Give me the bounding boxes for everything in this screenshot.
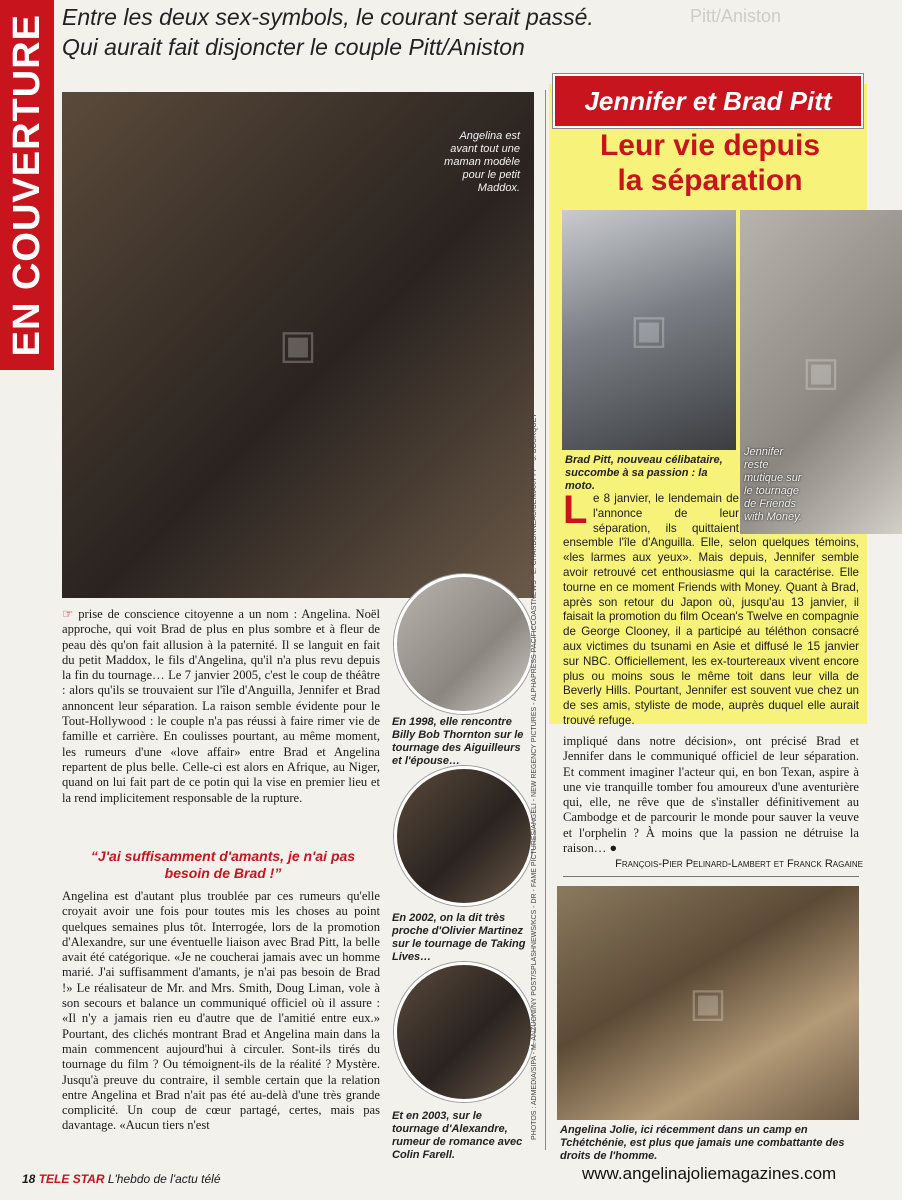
section-rubric [0, 0, 54, 370]
photo-icon: ▣ [630, 307, 668, 353]
circle-caption-2002: En 2002, on la dit très proche d'Olivier Martinez sur le tournage de Taking Lives… [392, 912, 526, 963]
headline [62, 2, 662, 62]
article-signature: François-Pier Pelinard-Lambert et Franck Ragaine [615, 858, 863, 870]
arrow-icon: ☞ [62, 606, 74, 621]
article-column-1 [62, 606, 380, 806]
photo-icon: ▣ [802, 349, 840, 395]
photo-icon: ▣ [279, 322, 317, 368]
main-photo-caption: Angelina est avant tout une maman modèle pour le petit Maddox. [444, 130, 520, 194]
sidebar-title-line-2: la séparation [617, 164, 803, 197]
article-column-1b [62, 889, 380, 1134]
rubric-label: EN COUVERTURE [6, 13, 48, 357]
magazine-tagline: L'hebdo de l'actu télé [107, 1172, 221, 1186]
photo-credits: PHOTOS : ADMEDIA/SIPA - M. ANZUONI/NY POST/SPLASHNEWS/KCS - DR - FAME PICTURES/ANGELI - NEW REGENCY PICTURES - ALPHAPRESS PACIFICCOASTNEWS - E. CHARBONNEAU/BEIMAX/PPP - J. BOURQUET [531, 413, 538, 1140]
sidebar-title [560, 128, 860, 198]
page-number: 18 [22, 1172, 36, 1186]
sidebar-paragraph: e 8 janvier, le lendemain de l'annonce de leur séparation, ils quittaient ensemble l'île d'Anguilla. Elle, selon quelques témoins, «les larmes aux yeux». Mais depuis, Jennifer semble avoir retrouvé cet enthousiasme qui la caractérise. Elle tourne en ce moment Friends with Money. Quant à Brad, après son retour du Japon où, jusqu'au 13 janvier, il faisait la promotion du film Ocean's Twelve en compagnie de George Clooney, il a participé au téléthon consacré aux victimes du tsunami en Asie et diffusé le 15 janvier sur NBC. Officiellement, les ex-tourtereaux vivent encore plus ou moins sous le même toit dans leur villa de Beverly Hills. Pourtant, Jennifer est souvent vue chez un de ses amis, styliste de mode, auprès duquel elle aurait trouvé refuge. [563, 492, 859, 727]
page-footer [22, 1172, 221, 1186]
bleed-through-text: Pitt/Aniston [690, 6, 782, 26]
sidebar-text [563, 488, 859, 727]
article-paragraph-2: Angelina est d'autant plus troublée par ces rumeurs qu'elle croyait avoir une fois pour toutes mis les choses au point quelques semaines plus tôt. Interrogée, lors de la promotion d'Alexandre, sur une éventuelle liaison avec Brad Pitt, la belle avait été catégorique. «Je ne coucherai jamais avec un homme marié. J'ai suffisamment d'amants, je n'ai pas besoin de Brad !» Le réalisateur de Mr. and Mrs. Smith, Doug Liman, vole à son secours et balance un communiqué officiel où il assure : «Il n'y a jamais rien eu d'autre que de l'amitié entre eux.» Pourtant, des clichés montrant Brad et Angelina main dans la main commencent aujourd'hui à circuler. Sont-ils tirés du tournage du film ? Ou témoignent-ils de la réalité ? Mystère. Jusqu'à preuve du contraire, il semble certain que la relation entre Angelina et Brad n'ait pas été au-delà d'une très grande complicité. Un coup de cœur partagé, certes, mais pas davantage. «Aucun tiers n'est [62, 889, 380, 1133]
signature-rule [563, 876, 859, 877]
camp-caption: Angelina Jolie, ici récemment dans un camp en Tchétchénie, est plus que jamais une combattante des droits de l'homme. [560, 1124, 845, 1162]
source-url: www.angelinajoliemagazines.com [582, 1164, 837, 1183]
circle-photo-2003 [394, 962, 534, 1102]
headline-line-2: Qui aurait fait disjoncter le couple Pitt/Aniston [62, 34, 525, 60]
sidebar-dropcap: L [563, 488, 588, 532]
column-divider [545, 90, 546, 1150]
sidebar-title-line-1: Leur vie depuis [599, 129, 821, 162]
sidebar-tab-label: Jennifer et Brad Pitt [584, 85, 832, 116]
camp-photo [557, 886, 859, 1120]
moto-caption: Brad Pitt, nouveau célibataire, succombe à sa passion : la moto. [565, 454, 723, 492]
headline-line-1: Entre les deux sex-symbols, le courant serait passé. [62, 4, 594, 30]
magazine-brand: TELE STAR [38, 1172, 105, 1186]
article-paragraph-3: impliqué dans notre décision», ont précisé Brad et Jennifer dans le communiqué officiel de leur séparation. Et comment imaginer l'acteur qui, en bon Texan, aspire à une vie tranquille tomber fou amoureux d'une aventurière qui, elle, ne rêve que de s'installer définitivement au Cambodge et de parcourir le monde pour sauver la veuve et l'orphelin ? À moins que la passion ne détruise la raison… ● [563, 734, 859, 856]
circle-caption-1998: En 1998, elle rencontre Billy Bob Thornton sur le tournage des Aiguilleurs et l'épouse… [392, 716, 524, 767]
photo-icon: ▣ [689, 980, 727, 1026]
pull-quote: “J'ai suffisamment d'amants, je n'ai pas besoin de Brad !” [90, 848, 356, 881]
sidebar-tab [553, 74, 863, 128]
article-column-2 [563, 734, 859, 856]
jennifer-caption: Jennifer reste mutique sur le tournage de Friends with Money. [744, 446, 802, 523]
article-paragraph-1: prise de conscience citoyenne a un nom : Angelina. Noël approche, qui voit Brad de plus en plus sombre et à fleur de peau dès qu'on fait allusion à la paternité. Il se languit en fait du petit Maddox, le fils d'Angelina, qu'il n'a plus revu depuis la fin du tournage… Le 7 janvier 2005, c'est le coup de théâtre : alors qu'ils se trouvaient sur l'île d'Anguilla, Jennifer et Brad annoncent leur séparation. La raison semble évidente pour le Tout-Hollywood : le couple n'a pas réussi à faire rimer vie de famille et carrière. En coulisses pourtant, au même moment, les rumeurs d'une «love affair» entre Brad et Angelina repartent de plus belle. Celle-ci est alors en Afrique, au Niger, quand on lui fait part de ce potin qui la vise en premier lieu et la rend implicitement responsable de la rupture. [62, 607, 380, 805]
moto-photo [562, 210, 736, 450]
circle-photo-1998 [394, 574, 534, 714]
circle-photo-2002 [394, 766, 534, 906]
circle-caption-2003: Et en 2003, sur le tournage d'Alexandre, rumeur de romance avec Colin Farell. [392, 1110, 523, 1161]
